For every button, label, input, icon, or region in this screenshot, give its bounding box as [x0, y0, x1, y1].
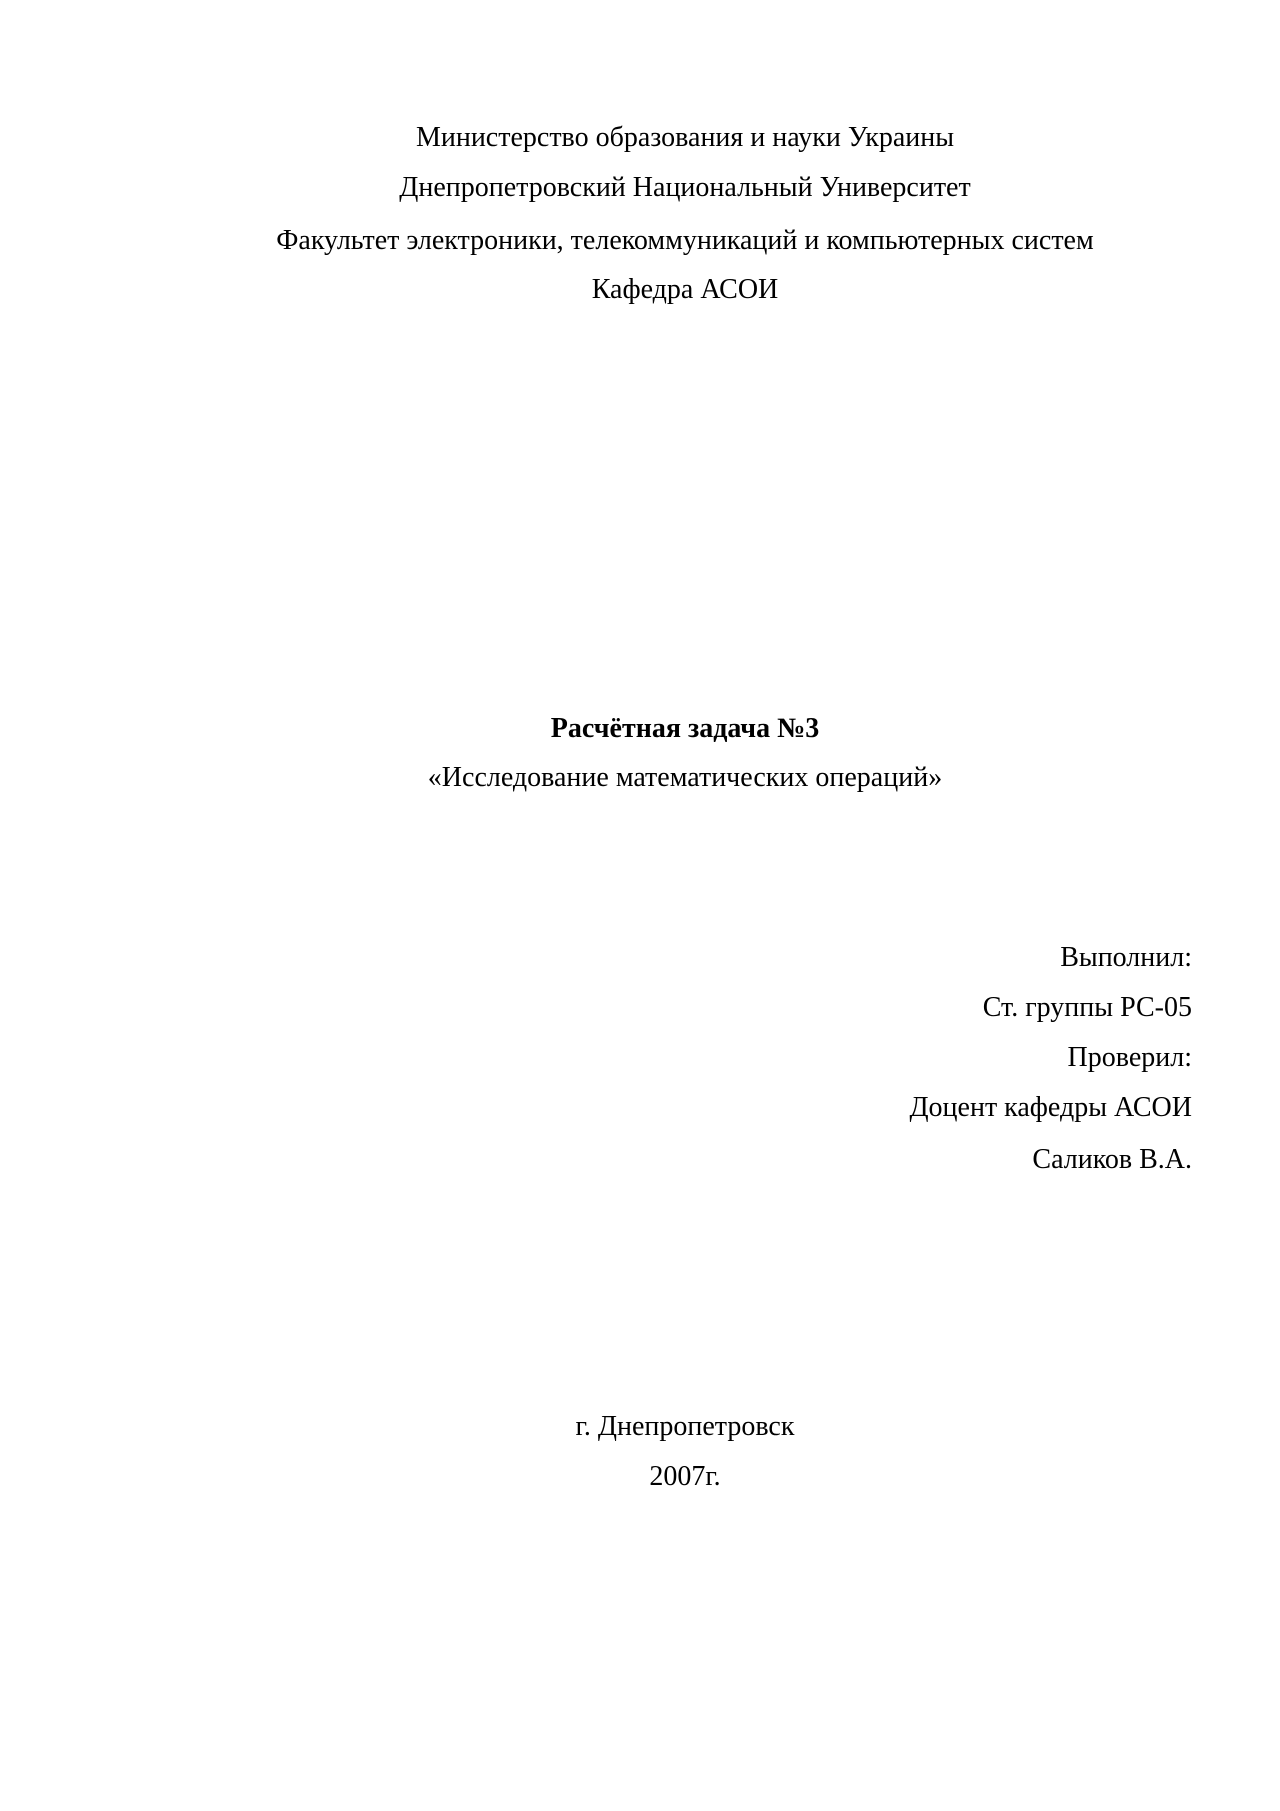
checked-label: Проверил: — [1067, 1042, 1192, 1073]
performed-by: Ст. группы РС-05 — [982, 992, 1192, 1023]
checker-position: Доцент кафедры АСОИ — [909, 1092, 1192, 1123]
faculty-line: Факультет электроники, телекоммуникаций и компьютерных систем — [276, 225, 1094, 256]
university-line: Днепропетровский Национальный Университет — [399, 172, 971, 203]
work-subtitle: «Исследование математических операций» — [427, 762, 943, 793]
city-line: г. Днепропетровск — [575, 1411, 795, 1442]
performed-label: Выполнил: — [1060, 942, 1192, 973]
year-line: 2007г. — [649, 1461, 721, 1492]
ministry-line: Министерство образования и науки Украины — [415, 122, 955, 153]
work-title: Расчётная задача №3 — [550, 713, 820, 744]
department-line: Кафедра АСОИ — [591, 274, 779, 305]
checker-name: Саликов В.А. — [1032, 1144, 1192, 1175]
